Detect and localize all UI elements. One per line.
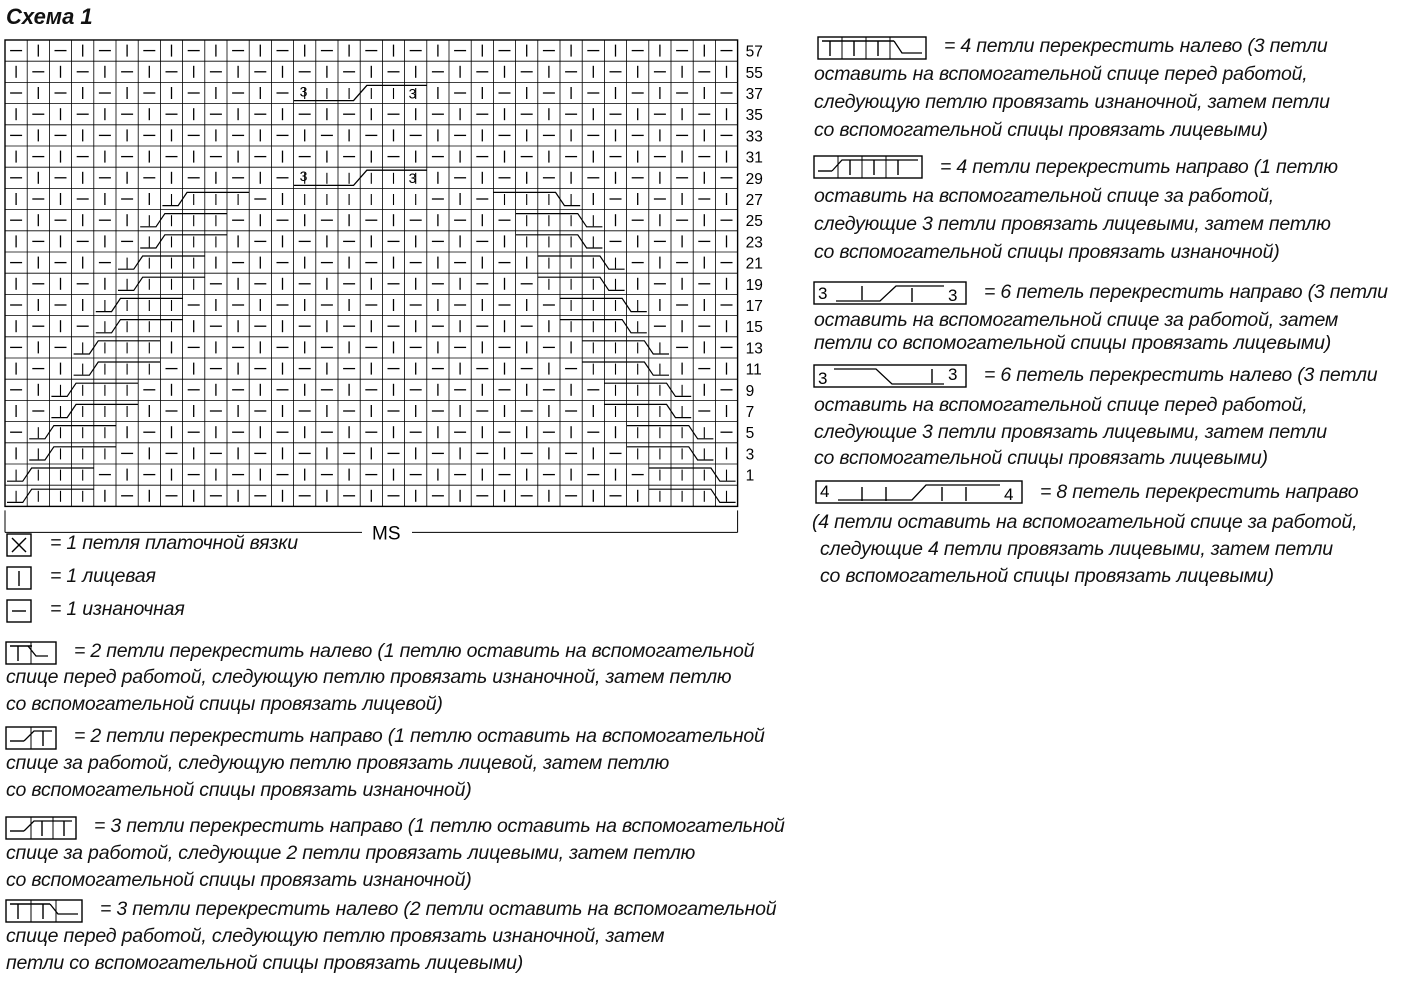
cross-6-left-line2: оставить на вспомогательной спице перед работой,	[814, 394, 1308, 416]
cable-left-stroke	[96, 298, 183, 311]
cable-stroke	[894, 41, 922, 53]
cable-left-stroke	[29, 447, 116, 460]
cross-4-right-line3: следующие 3 петли провязать лицевыми, затем петлю	[814, 213, 1331, 235]
row-label: 7	[745, 404, 755, 421]
cable-number-label: 3	[299, 83, 308, 100]
row-label: 29	[745, 170, 763, 188]
cable-number-label: 3	[408, 170, 417, 187]
row-label: 35	[745, 107, 763, 125]
cable-right-stroke	[604, 383, 691, 396]
cross-4-left-line4: со вспомогательной спицы провязать лицевыми)	[814, 119, 1268, 141]
cable-left-stroke	[74, 362, 161, 375]
row-label: 5	[745, 425, 755, 443]
cross-4-left-line3: следующую петлю провязать изнаночной, затем петли	[814, 91, 1330, 113]
cross-number-label: 4	[820, 482, 830, 501]
cable-left-stroke	[29, 426, 116, 439]
cross-number-label: 3	[948, 365, 958, 384]
cross-3-left-line2: спице перед работой, следующую петлю провязать изнаночной, затем	[6, 925, 665, 947]
cross-6-right-line2: оставить на вспомогательной спице за работой, затем	[814, 309, 1339, 331]
cross-number-label: 3	[948, 286, 958, 305]
cable-right-stroke	[649, 468, 736, 481]
cross-2-right-line1: = 2 петли перекрестить направо (1 петлю оставить на вспомогательной	[74, 725, 765, 747]
cross-4-right-line1: = 4 петли перекрестить направо (1 петлю	[940, 156, 1338, 178]
cross-4-left-line2: оставить на вспомогательной спице перед работой,	[814, 63, 1308, 85]
cross-number-label: 3	[818, 369, 828, 388]
cable-right-stroke	[627, 426, 714, 439]
legend-text-garter: = 1 петля платочной вязки	[50, 532, 298, 554]
row-label: 9	[745, 382, 755, 400]
cable-right-stroke	[516, 214, 603, 227]
cross-2-left-line3: со вспомогательной спицы провязать лицевой)	[6, 693, 443, 715]
cable-right-stroke	[560, 298, 647, 311]
row-label: 25	[745, 213, 763, 231]
cross-3-right-line3: со вспомогательной спицы провязать изнаночной)	[6, 869, 472, 891]
cable-right-stroke	[604, 404, 691, 417]
cable-right-stroke	[516, 235, 603, 248]
row-label: 37	[745, 86, 763, 103]
cross-3-left-line1: = 3 петли перекрестить налево (2 петли оставить на вспомогательной	[100, 898, 777, 920]
cable-left-stroke	[162, 192, 249, 205]
cable-left-stroke	[140, 235, 227, 248]
cross-number-label: 3	[818, 284, 828, 303]
cross-number-label: 4	[1004, 485, 1014, 504]
row-label: 3	[745, 446, 755, 464]
cross-6-right-line3: петли со вспомогательной спицы провязать лицевыми)	[814, 332, 1332, 354]
cable-stroke	[836, 286, 944, 301]
cable-number-label: 3	[299, 168, 308, 185]
cross-3-left-line3: петли со вспомогательной спицы провязать лицевыми)	[6, 952, 524, 974]
row-label: 33	[745, 128, 763, 146]
cross-4-right-symbol	[814, 156, 922, 178]
cross-4-right-line2: оставить на вспомогательной спице за работой,	[814, 185, 1274, 207]
cable-stroke	[50, 904, 78, 914]
cable-right-stroke	[582, 341, 669, 354]
cross-8-right-line4: со вспомогательной спицы провязать лицевыми)	[820, 565, 1274, 587]
cable-right-stroke	[493, 192, 580, 205]
cable-left-stroke	[7, 489, 94, 502]
row-label: 21	[745, 255, 763, 273]
cross-3-right-line1: = 3 петли перекрестить направо (1 петлю оставить на вспомогательной	[94, 815, 785, 837]
cable-stroke	[832, 160, 918, 171]
row-label: 27	[745, 192, 763, 209]
row-label: 23	[745, 234, 763, 252]
row-label: 19	[745, 276, 763, 294]
cross-3-right-line2: спице за работой, следующие 2 петли провязать лицевыми, затем петлю	[6, 842, 696, 864]
cross-6-left-line1: = 6 петель перекрестить налево (3 петли	[984, 364, 1378, 386]
cable-right-stroke	[560, 320, 647, 333]
row-label: 13	[745, 340, 763, 358]
cable-left-stroke	[7, 468, 94, 481]
cross-6-left-line3: следующие 3 петли провязать лицевыми, затем петли	[814, 421, 1327, 443]
cable-left-stroke	[96, 320, 183, 333]
row-label: 55	[745, 64, 763, 82]
cross-2-left-line2: спице перед работой, следующую петлю провязать изнаночной, затем петлю	[6, 666, 732, 688]
cable-right-stroke	[582, 362, 669, 375]
row-label: 57	[745, 43, 763, 61]
legend-text-knit: = 1 лицевая	[50, 565, 156, 587]
legend-text-purl: = 1 изнаночная	[50, 598, 185, 620]
cable-right-stroke	[627, 447, 714, 460]
cable-stroke	[834, 369, 944, 384]
cable-right-stroke	[649, 489, 736, 502]
cross-3-right-symbol	[6, 817, 76, 839]
row-label: 31	[745, 149, 763, 167]
cross-4-right-line4: со вспомогательной спицы провязать изнаночной)	[814, 241, 1280, 263]
cable-left-stroke	[74, 341, 161, 354]
row-label: 1	[745, 467, 755, 485]
cable-left-stroke	[51, 404, 138, 417]
cross-8-right-line1: = 8 петель перекрестить направо	[1040, 481, 1359, 503]
cable-left-stroke	[118, 256, 205, 269]
cable-left-stroke	[51, 383, 138, 396]
ms-label: MS	[372, 523, 401, 545]
cable-stroke	[24, 731, 52, 741]
cross-2-left-line1: = 2 петли перекрестить налево (1 петлю оставить на вспомогательной	[74, 640, 755, 662]
row-label: 15	[745, 319, 763, 337]
cross-2-right-line3: со вспомогательной спицы провязать изнаночной)	[6, 779, 472, 801]
row-label: 17	[745, 298, 763, 315]
cross-6-left-line4: со вспомогательной спицы провязать лицевыми)	[814, 447, 1268, 469]
cross-8-right-line2: (4 петли оставить на вспомогательной спице за работой,	[812, 511, 1358, 533]
cross-2-right-line2: спице за работой, следующую петлю провязать лицевой, затем петлю	[6, 752, 670, 774]
cable-number-label: 3	[408, 85, 417, 102]
cable-right-stroke	[538, 277, 625, 290]
cable-left-stroke	[140, 214, 227, 227]
cable-right-stroke	[538, 256, 625, 269]
row-label: 11	[745, 361, 762, 379]
cable-left-stroke	[118, 277, 205, 290]
cross-8-right-line3: следующие 4 петли провязать лицевыми, затем петли	[820, 538, 1333, 560]
cross-4-left-line1: = 4 петли перекрестить налево (3 петли	[944, 35, 1328, 57]
chart-title: Схема 1	[6, 4, 93, 29]
cross-6-right-line1: = 6 петель перекрестить направо (3 петли	[984, 281, 1388, 303]
